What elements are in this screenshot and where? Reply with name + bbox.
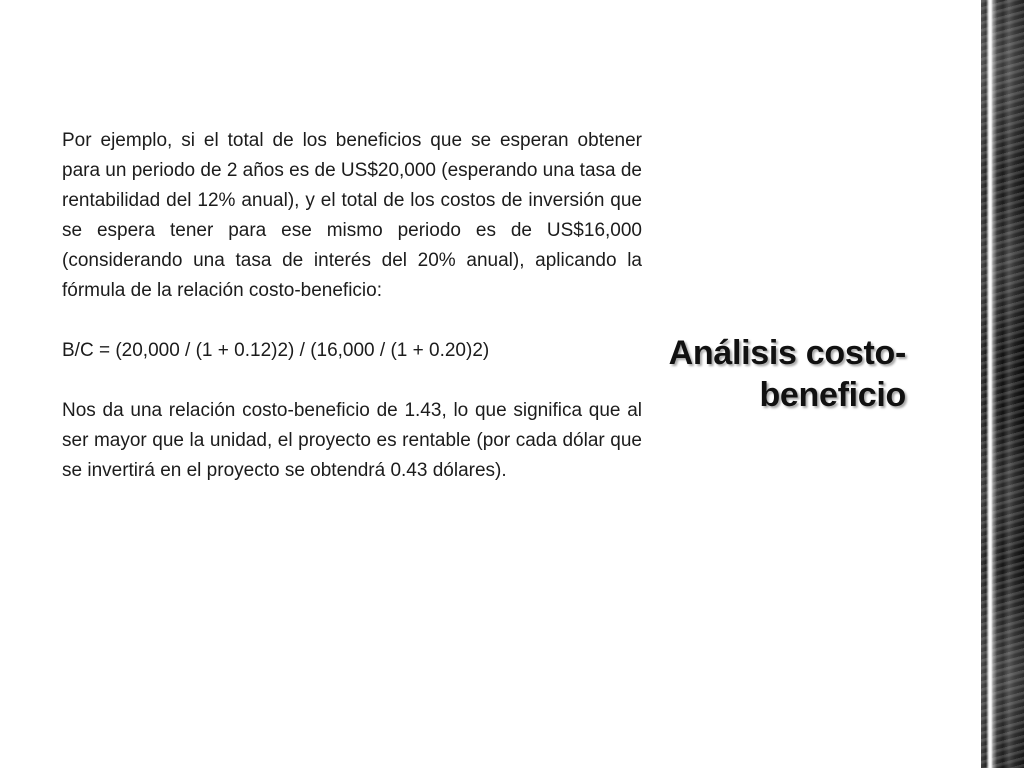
formula-line: B/C = (20,000 / (1 + 0.12)2) / (16,000 / (1 + 0.20)2) (62, 340, 490, 361)
slide-title-line-1: Análisis costo- (668, 334, 906, 372)
example-paragraph: Por ejemplo, si el total de los beneficios que se esperan obtener para un periodo de 2 años es de US$20,000 (esperando una tasa de rentabilidad del 12% anual), y el total de los costos de inversión que se espera tener para ese mismo periodo es de US$16,000 (considerando una tasa de interés del 20% anual), aplicando la fórmula de la relación costo-beneficio: (62, 130, 642, 301)
slide-title-line-2: beneficio (759, 376, 906, 414)
conclusion-paragraph: Nos da una relación costo-beneficio de 1.43, lo que significa que al ser mayor que la unidad, el proyecto es rentable (por cada dólar que se invertirá en el proyecto se obtendrá 0.43 dólares). (62, 400, 642, 481)
slide-title (576, 332, 906, 416)
decorative-border-strip (981, 0, 1024, 768)
slide-body (62, 126, 642, 516)
